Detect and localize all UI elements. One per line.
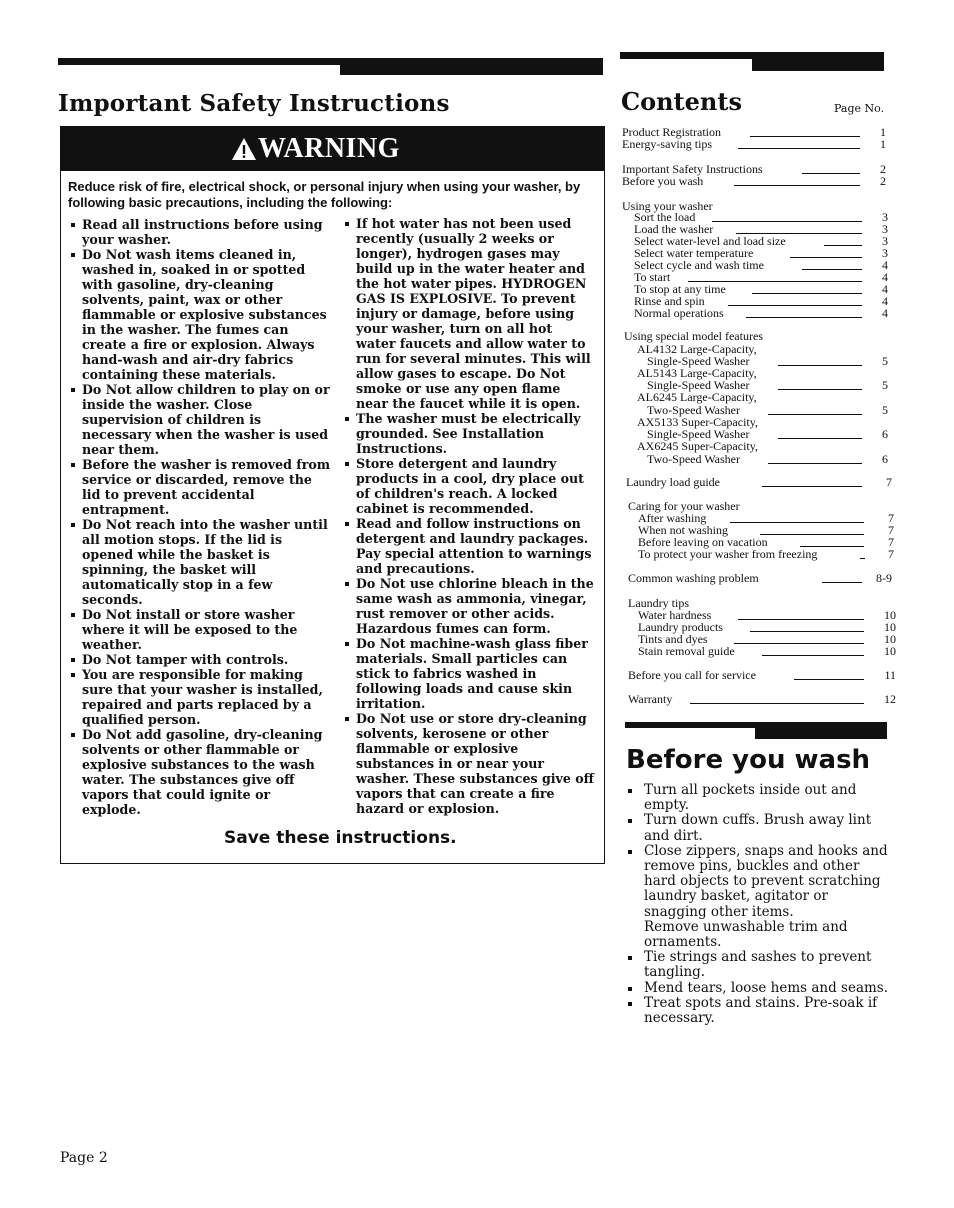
- warning-item: Do Not tamper with controls.: [70, 652, 332, 667]
- before-wash-item: Mend tears, loose hems and seams.: [628, 981, 893, 996]
- toc-leader-line: [760, 534, 864, 535]
- toc-leader-line: [690, 703, 864, 704]
- toc-entry-label: Select cycle and wash time: [634, 258, 764, 272]
- toc-page-number: 1: [880, 137, 886, 151]
- toc-page-number: 10: [884, 644, 896, 658]
- toc-entry-label: Single-Speed Washer: [647, 378, 750, 392]
- toc-page-number: 11: [884, 668, 896, 682]
- toc-entry-label: Using your washer: [622, 199, 713, 213]
- warning-item: If hot water has not been used recently (usually 2 weeks or longer), hydrogen gases may build up in the water heater and the hot water pipes. HYDROGEN GAS IS EXPLOSIVE. To prevent injury or damage, before using your washer, turn on all hot water faucets and allow water to run for several minutes. This will allow gases to escape. Do Not smoke or use any open flame near the faucet while it is open.: [344, 216, 596, 411]
- warning-item: You are responsible for making sure that your washer is installed, repaired and parts replaced by a qualified person.: [70, 667, 332, 727]
- toc-page-number: 4: [882, 258, 888, 272]
- toc-page-number: 5: [882, 378, 888, 392]
- toc-page-number: 10: [884, 632, 896, 646]
- toc-entry-label: Before you call for service: [628, 668, 756, 682]
- toc-entry-label: AL4132 Large-Capacity,: [637, 342, 757, 356]
- toc-leader-line: [778, 438, 862, 439]
- toc-entry-label: AL5143 Large-Capacity,: [637, 366, 757, 380]
- warning-intro: Reduce risk of fire, electrical shock, or personal injury when using your washer, by following basic precautions, including the following:: [68, 179, 581, 210]
- toc-leader-line: [802, 173, 860, 174]
- toc-entry-label: Single-Speed Washer: [647, 354, 750, 368]
- toc-entry-label: Before leaving on vacation: [638, 535, 768, 549]
- toc-entry-label: Sort the load: [634, 210, 696, 224]
- top-rule-left-bar: [340, 58, 603, 75]
- toc-page-number: 7: [886, 475, 892, 489]
- toc-page-number: 10: [884, 608, 896, 622]
- toc-page-number: 4: [882, 270, 888, 284]
- toc-entry-label: AL6245 Large-Capacity,: [637, 390, 757, 404]
- toc-entry-label: Warranty: [628, 692, 673, 706]
- toc-page-number: 8-9: [876, 571, 892, 585]
- before-wash-item: Remove unwashable trim and ornaments.: [644, 918, 848, 951]
- toc-leader-line: [750, 136, 860, 137]
- before-wash-title: Before you wash: [626, 745, 871, 775]
- toc-page-number: 3: [882, 210, 888, 224]
- before-wash-item: Tie strings and sashes to prevent tangling.: [628, 950, 893, 980]
- toc-leader-line: [734, 643, 864, 644]
- toc-entry-label: Tints and dyes: [638, 632, 708, 646]
- before-wash-item: Turn down cuffs. Brush away lint and dirt.: [628, 813, 893, 843]
- toc-entry-label: Laundry load guide: [626, 475, 720, 489]
- toc-entry-label: Laundry products: [638, 620, 723, 634]
- toc-page-number: 7: [888, 523, 894, 537]
- toc-entry-label: AX5133 Super-Capacity,: [637, 415, 758, 429]
- toc-leader-line: [762, 486, 862, 487]
- warning-title: WARNING: [258, 133, 400, 164]
- warning-item: Read all instructions before using your washer.: [70, 217, 332, 247]
- toc-entry-label: Caring for your washer: [628, 499, 740, 513]
- toc-leader-line: [768, 414, 862, 415]
- toc-entry-label: Single-Speed Washer: [647, 427, 750, 441]
- toc-entry-label: Two-Speed Washer: [647, 403, 740, 417]
- before-wash-rule-bar: [755, 722, 887, 739]
- warning-triangle-icon: [231, 137, 257, 165]
- toc-page-number: 4: [882, 282, 888, 296]
- warning-item: Do Not use chlorine bleach in the same wash as ammonia, vinegar, rust remover or other acids. Hazardous fumes can form.: [344, 576, 596, 636]
- toc-entry-label: Before you wash: [622, 174, 704, 188]
- toc-entry-label: Two-Speed Washer: [647, 452, 740, 466]
- warning-item: Do Not allow children to play on or inside the washer. Close supervision of children is necessary when the washer is used near them.: [70, 382, 332, 457]
- toc-page-number: 2: [880, 174, 886, 188]
- toc-entry-label: To protect your washer from freezing: [638, 547, 818, 561]
- toc-page-number: 6: [882, 427, 888, 441]
- toc-entry-label: Water hardness: [638, 608, 712, 622]
- warning-item: Read and follow instructions on detergent and laundry packages. Pay special attention to warnings and precautions.: [344, 516, 596, 576]
- before-wash-item: Turn all pockets inside out and empty.: [628, 783, 893, 813]
- toc-entry-label: Common washing problem: [628, 571, 759, 585]
- toc-leader-line: [794, 679, 864, 680]
- toc-page-number: 10: [884, 620, 896, 634]
- toc-entry-label: Using special model features: [624, 329, 763, 343]
- toc-entry-label: Energy-saving tips: [622, 137, 713, 151]
- toc-entry-label: Rinse and spin: [634, 294, 705, 308]
- toc-entry-label: When not washing: [638, 523, 728, 537]
- toc-page-number: 2: [880, 162, 886, 176]
- toc-page-number: 5: [882, 354, 888, 368]
- toc-leader-line: [824, 245, 862, 246]
- page-number: Page 2: [60, 1150, 108, 1166]
- toc-entry-label: Stain removal guide: [638, 644, 735, 658]
- warning-list-left: [70, 217, 332, 817]
- toc-entry-label: Select water temperature: [634, 246, 754, 260]
- toc-leader-line: [738, 148, 860, 149]
- toc-entry-label: Load the washer: [634, 222, 714, 236]
- toc-page-number: 7: [888, 511, 894, 525]
- toc-page-number: 4: [882, 294, 888, 308]
- toc-entry-label: To stop at any time: [634, 282, 726, 296]
- toc-entry-label: AX6245 Super-Capacity,: [637, 439, 758, 453]
- toc-page-number: 5: [882, 403, 888, 417]
- toc-page-number: 6: [882, 452, 888, 466]
- warning-item: Before the washer is removed from service or discarded, remove the lid to prevent accidental entrapment.: [70, 457, 332, 517]
- warning-item: Do Not wash items cleaned in, washed in, soaked in or spotted with gasoline, dry-cleaning solvents, paint, wax or other flammable or explosive substances in the washer. The fumes can create a fire or explosion. Always hand-wash and air-dry fabrics containing these materials.: [70, 247, 332, 382]
- before-wash-item: Close zippers, snaps and hooks and remove pins, buckles and other hard objects to prevent scratching laundry basket, agitator or snagging other items.: [628, 844, 893, 920]
- warning-item: Do Not install or store washer where it will be exposed to the weather.: [70, 607, 332, 652]
- toc-leader-line: [778, 365, 862, 366]
- warning-item: Do Not add gasoline, dry-cleaning solvents or other flammable or explosive substances to the wash water. The substances give off vapors that could ignite or explode.: [70, 727, 332, 817]
- toc-leader-line: [768, 463, 862, 464]
- toc-leader-line: [802, 269, 862, 270]
- save-instructions: Save these instructions.: [224, 828, 457, 848]
- page-no-label: Page No.: [834, 102, 885, 115]
- safety-heading: Important Safety Instructions: [58, 90, 450, 117]
- toc-leader-line: [752, 293, 862, 294]
- toc-leader-line: [790, 257, 862, 258]
- before-wash-list: [628, 783, 893, 1026]
- warning-item: Do Not machine-wash glass fiber materials. Small particles can stick to fabrics washed in following loads and cause skin irritation.: [344, 636, 596, 711]
- toc-leader-line: [860, 558, 865, 559]
- toc-page-number: 4: [882, 306, 888, 320]
- toc-leader-line: [746, 317, 862, 318]
- toc-leader-line: [728, 305, 862, 306]
- warning-item: The washer must be electrically grounded. See Installation Instructions.: [344, 411, 596, 456]
- warning-item: Store detergent and laundry products in a cool, dry place out of children's reach. A locked cabinet is recommended.: [344, 456, 596, 516]
- contents-title: Contents: [621, 87, 742, 116]
- warning-item: Do Not reach into the washer until all motion stops. If the lid is opened while the basket is spinning, the basket will automatically stop in a few seconds.: [70, 517, 332, 607]
- toc-leader-line: [712, 221, 862, 222]
- toc-leader-line: [730, 522, 864, 523]
- toc-page-number: 12: [884, 692, 896, 706]
- toc-entry-label: After washing: [638, 511, 707, 525]
- toc-entry-label: Product Registration: [622, 125, 721, 139]
- toc-entry-label: To start: [634, 270, 671, 284]
- toc-entry-label: Select water-level and load size: [634, 234, 786, 248]
- toc-leader-line: [822, 582, 862, 583]
- warning-list-right: [344, 216, 596, 816]
- warning-item: Do Not use or store dry-cleaning solvents, kerosene or other flammable or explosive substances in or near your washer. These substances give off vapors that can create a fire hazard or explosion.: [344, 711, 596, 816]
- toc-leader-line: [734, 185, 860, 186]
- toc-page-number: 3: [882, 234, 888, 248]
- toc-page-number: 7: [888, 535, 894, 549]
- toc-entry-label: Normal operations: [634, 306, 724, 320]
- toc-leader-line: [738, 619, 864, 620]
- top-rule-right-bar: [752, 52, 884, 71]
- toc-page-number: 3: [882, 246, 888, 260]
- toc-entry-label: Important Safety Instructions: [622, 162, 763, 176]
- toc-leader-line: [750, 631, 864, 632]
- toc-page-number: 1: [880, 125, 886, 139]
- toc-page-number: 3: [882, 222, 888, 236]
- before-wash-item: Treat spots and stains. Pre-soak if necessary.: [628, 996, 893, 1026]
- toc-leader-line: [778, 389, 862, 390]
- toc-leader-line: [762, 655, 864, 656]
- toc-entry-label: Laundry tips: [628, 596, 689, 610]
- toc-page-number: 7: [888, 547, 894, 561]
